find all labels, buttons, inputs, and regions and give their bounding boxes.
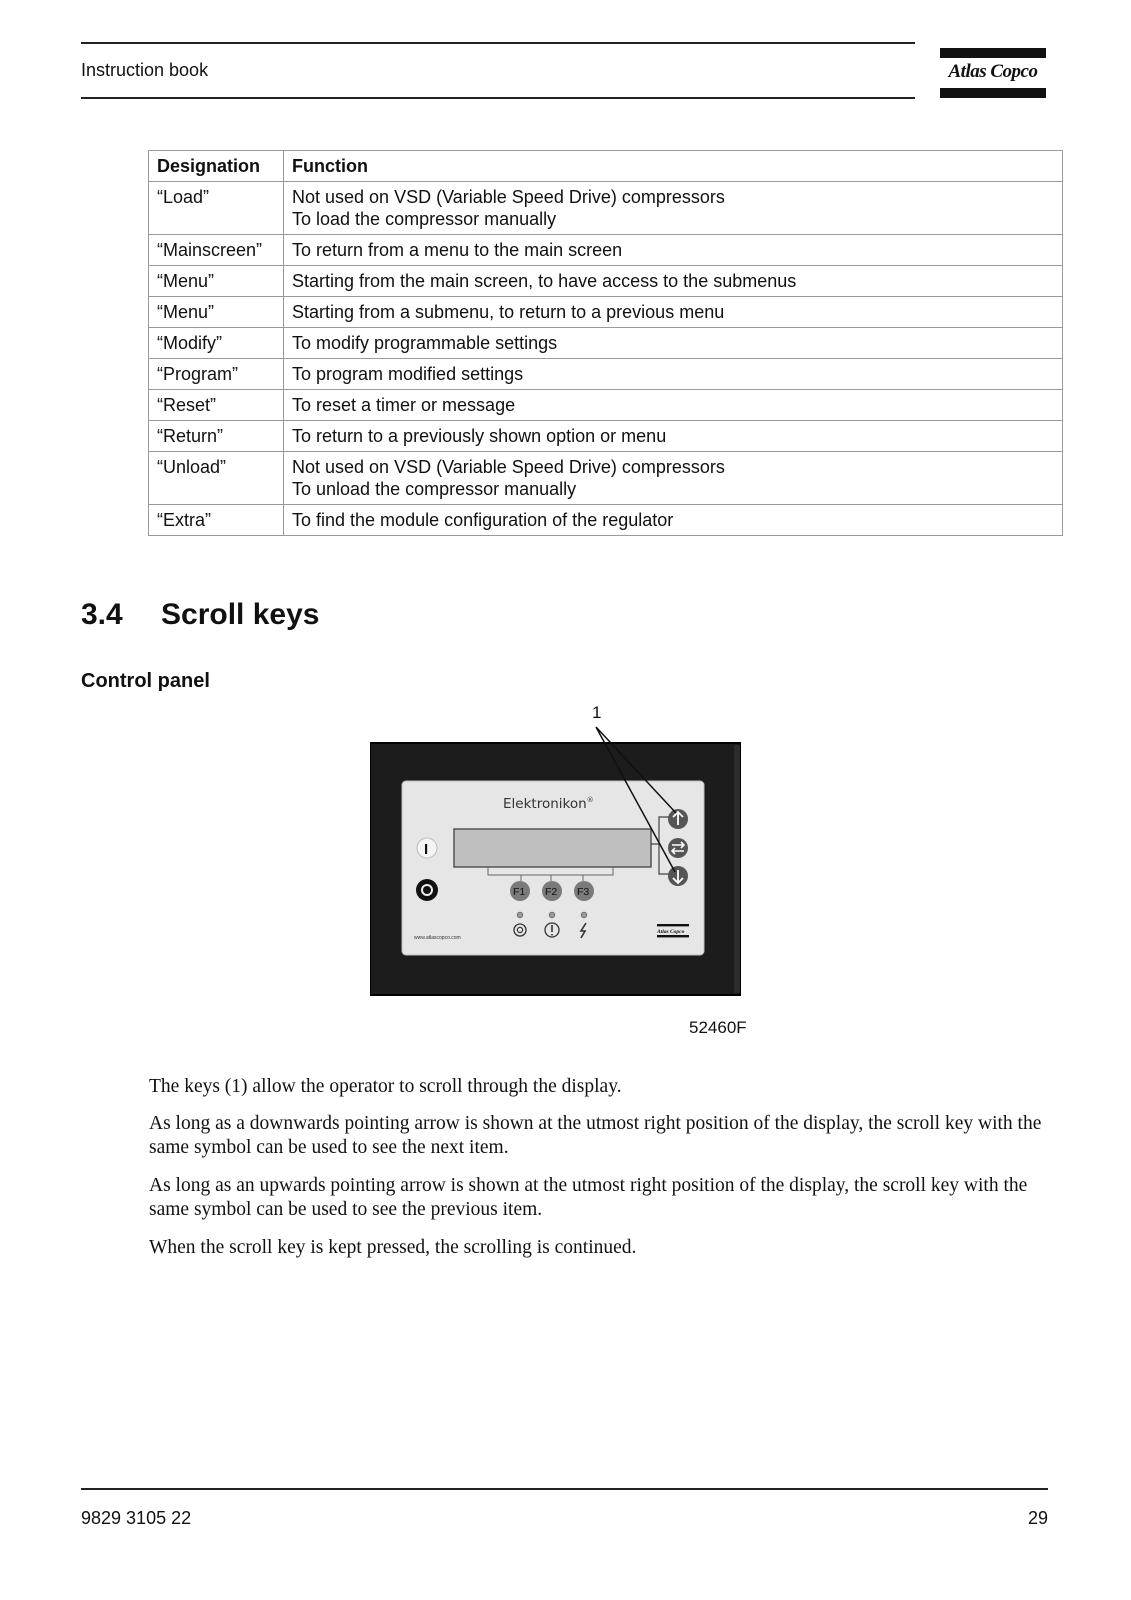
designation-cell: “Load”: [149, 182, 284, 235]
designation-cell: “Extra”: [149, 505, 284, 536]
function-line: To unload the compressor manually: [292, 479, 577, 499]
page-number: 29: [1027, 1508, 1048, 1528]
function-line: To load the compressor manually: [292, 209, 557, 229]
designation-cell: “Return”: [149, 421, 284, 452]
f1-label: F1: [513, 886, 526, 898]
function-cell: To reset a timer or message: [284, 390, 1063, 421]
function-cell: [284, 452, 1063, 505]
designation-cell: “Program”: [149, 359, 284, 390]
body-paragraph: As long as a downwards pointing arrow is shown at the utmost right position of the display, the scroll key with the same symbol can be used to see the next item.: [149, 1113, 1042, 1158]
f3-label: F3: [577, 886, 590, 898]
table-row: [149, 297, 1063, 328]
registered-mark: ®: [586, 796, 594, 804]
body-paragraph: The keys (1) allow the operator to scroll through the display.: [149, 1076, 622, 1097]
designation-function-table: [148, 150, 1063, 536]
column-header-function: Function: [284, 151, 1063, 182]
header-bottom-rule: [81, 97, 915, 99]
led-1: [517, 912, 523, 918]
designation-cell: “Menu”: [149, 266, 284, 297]
function-line: Not used on VSD (Variable Speed Drive) compressors: [292, 187, 725, 207]
header-top-rule: [81, 42, 915, 44]
function-cell: [284, 182, 1063, 235]
body-paragraph: As long as an upwards pointing arrow is shown at the utmost right position of the display, the scroll key with the same symbol can be used to see the previous item.: [149, 1175, 1028, 1220]
table-row: [149, 182, 1063, 235]
panel-housing-shade: [734, 745, 740, 993]
logo-bottom-bar: [940, 88, 1046, 98]
document-number: 9829 3105 22: [81, 1508, 192, 1528]
table-row: [149, 505, 1063, 536]
column-header-designation: Designation: [149, 151, 284, 182]
function-cell: To return from a menu to the main screen: [284, 235, 1063, 266]
lcd-display: [454, 829, 651, 867]
stop-button[interactable]: [416, 879, 438, 901]
table-row: [149, 359, 1063, 390]
function-cell: To modify programmable settings: [284, 328, 1063, 359]
led-2: [549, 912, 555, 918]
function-line: Not used on VSD (Variable Speed Drive) compressors: [292, 457, 725, 477]
function-cell: To find the module configuration of the regulator: [284, 505, 1063, 536]
start-symbol: I: [424, 841, 429, 858]
table-row: [149, 421, 1063, 452]
control-panel-figure: [370, 705, 760, 1035]
logo-top-bar: [940, 48, 1046, 58]
section-title: Scroll keys: [161, 598, 320, 631]
table-row: [149, 328, 1063, 359]
table-row: [149, 235, 1063, 266]
section-number: 3.4: [81, 598, 123, 631]
designation-cell: “Reset”: [149, 390, 284, 421]
function-cell: To return to a previously shown option or menu: [284, 421, 1063, 452]
table-row: [149, 266, 1063, 297]
led-3: [581, 912, 587, 918]
body-paragraph: When the scroll key is kept pressed, the scrolling is continued.: [149, 1237, 637, 1258]
logo-wordmark: Atlas Copco: [948, 61, 1038, 82]
table-header-row: [149, 151, 1063, 182]
tab-key[interactable]: [668, 838, 688, 858]
designation-cell: “Modify”: [149, 328, 284, 359]
f2-label: F2: [545, 886, 558, 898]
elektronikon-text: Elektronikon: [503, 796, 587, 812]
function-cell: Starting from the main screen, to have access to the submenus: [284, 266, 1063, 297]
elektronikon-label: [503, 796, 594, 812]
figure-code: 52460F: [689, 1018, 747, 1037]
header-title: Instruction book: [81, 60, 209, 80]
panel-logo-text: Atlas Copco: [657, 929, 685, 935]
panel-url: www.atlascopco.com: [414, 935, 461, 941]
designation-cell: “Mainscreen”: [149, 235, 284, 266]
function-cell: To program modified settings: [284, 359, 1063, 390]
designation-cell: “Menu”: [149, 297, 284, 328]
subheading: Control panel: [81, 670, 210, 692]
panel-logo: [656, 924, 689, 937]
table-row: [149, 452, 1063, 505]
table-row: [149, 390, 1063, 421]
designation-cell: “Unload”: [149, 452, 284, 505]
function-cell: Starting from a submenu, to return to a previous menu: [284, 297, 1063, 328]
callout-label: 1: [592, 705, 602, 722]
footer-rule: [81, 1488, 1048, 1490]
atlas-copco-logo: [940, 48, 1046, 100]
